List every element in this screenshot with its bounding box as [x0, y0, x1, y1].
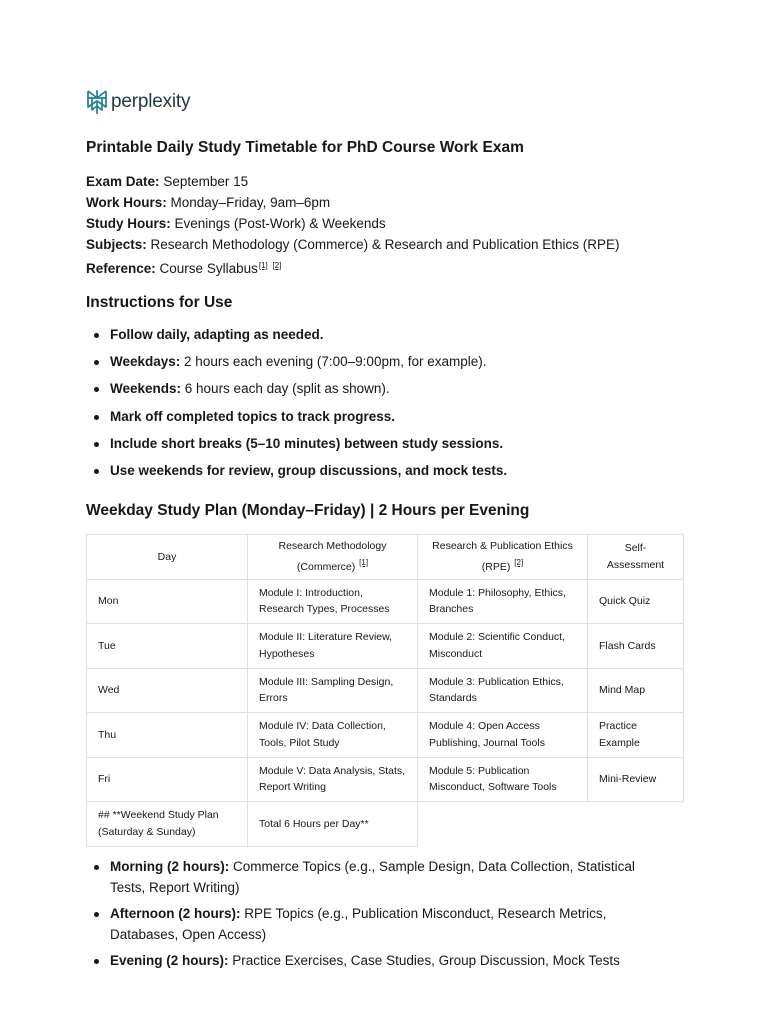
citation-link[interactable]: [1] [258, 261, 268, 270]
table-row [87, 713, 684, 758]
list-item [86, 407, 507, 434]
weekend-plan-list [86, 857, 666, 978]
cell-day: Wed [87, 668, 248, 713]
table-header-row [87, 535, 684, 580]
header-text: Self-Assessment [606, 542, 665, 571]
cell-weekend-total: Total 6 Hours per Day** [248, 802, 418, 847]
item-text: Practice Exercises, Case Studies, Group Discussion, Mock Tests [228, 953, 620, 968]
header-text: Research Methodology (Commerce) [278, 540, 387, 573]
instructions-list [86, 325, 507, 488]
cell-day: Thu [87, 713, 248, 758]
meta-label: Work Hours: [86, 195, 167, 210]
meta-exam-date [86, 171, 619, 192]
header-self-assessment [588, 535, 684, 580]
meta-value: Research Methodology (Commerce) & Research and Publication Ethics (RPE) [150, 237, 620, 252]
meta-value: Evenings (Post-Work) & Weekends [174, 216, 386, 231]
header-text: Day [157, 550, 177, 563]
list-item [86, 461, 507, 488]
list-item [86, 857, 666, 898]
meta-study-hours [86, 213, 619, 234]
cell-methodology: Module IV: Data Collection, Tools, Pilot Study [248, 713, 418, 758]
citation-link[interactable]: [2] [272, 261, 282, 270]
cell-weekend-heading: ## **Weekend Study Plan (Saturday & Sunday) [87, 802, 248, 847]
item-bold: Evening (2 hours): [110, 953, 229, 968]
table-row [87, 757, 684, 802]
list-item [86, 951, 666, 972]
cell-methodology: Module I: Introduction, Research Types, Processes [248, 579, 418, 624]
header-text: Research & Publication Ethics (RPE) [432, 540, 573, 573]
cell-assessment: Practice Example [588, 713, 684, 758]
item-bold: Weekdays: [110, 354, 181, 370]
cell-methodology: Module II: Literature Review, Hypotheses [248, 624, 418, 669]
header-day [87, 535, 248, 580]
item-bold: Weekends: [110, 381, 182, 397]
item-bold: Mark off completed topics to track progress. [110, 408, 396, 424]
item-text: Commerce Topics (e.g., Sample Design, Data Collection, Statistical Tests, Report Writing) [110, 859, 635, 895]
list-item [86, 379, 507, 406]
list-item [86, 904, 666, 945]
brand-name: perplexity [111, 91, 191, 112]
list-item [86, 325, 507, 352]
weekday-plan-table [86, 534, 684, 847]
citation-link[interactable]: [1] [359, 557, 369, 567]
exam-meta [86, 171, 619, 279]
header-rpe [418, 535, 588, 580]
item-bold: Use weekends for review, group discussions, and mock tests. [110, 462, 508, 478]
cell-day: Mon [87, 579, 248, 624]
instructions-heading: Instructions for Use [86, 294, 233, 311]
meta-value: Monday–Friday, 9am–6pm [170, 195, 331, 210]
header-research-methodology [248, 535, 418, 580]
table-row [87, 668, 684, 713]
meta-label: Exam Date: [86, 174, 160, 189]
list-item [86, 434, 507, 461]
meta-value: Course Syllabus [159, 261, 258, 276]
perplexity-icon [86, 89, 108, 115]
item-text: 6 hours each day (split as shown). [181, 381, 390, 397]
table-row [87, 624, 684, 669]
item-text: 2 hours each evening (7:00–9:00pm, for example). [180, 354, 487, 370]
item-bold: Follow daily, adapting as needed. [110, 327, 324, 342]
cell-rpe: Module 3: Publication Ethics, Standards [418, 668, 588, 713]
cell-day: Fri [87, 757, 248, 802]
document-title: Printable Daily Study Timetable for PhD Course Work Exam [86, 139, 524, 156]
cell-assessment: Quick Quiz [588, 579, 684, 624]
meta-value: September 15 [163, 174, 249, 189]
cell-day: Tue [87, 624, 248, 669]
cell-rpe: Module 5: Publication Misconduct, Software Tools [418, 757, 588, 802]
table-row [87, 802, 684, 847]
weekday-plan-heading: Weekday Study Plan (Monday–Friday) | 2 Hours per Evening [86, 502, 530, 519]
table-row [87, 579, 684, 624]
cell-rpe: Module 2: Scientific Conduct, Misconduct [418, 624, 588, 669]
item-bold: Include short breaks (5–10 minutes) between study sessions. [110, 435, 504, 451]
empty-cell [588, 802, 684, 847]
meta-reference [86, 255, 619, 279]
perplexity-logo [86, 89, 190, 115]
meta-subjects [86, 234, 619, 255]
meta-label: Study Hours: [86, 216, 171, 231]
empty-cell [418, 802, 588, 847]
item-bold: Afternoon (2 hours): [110, 906, 241, 921]
meta-label: Reference: [86, 261, 156, 276]
meta-work-hours [86, 192, 619, 213]
cell-assessment: Mini-Review [588, 757, 684, 802]
item-bold: Morning (2 hours): [110, 859, 230, 874]
cell-assessment: Flash Cards [588, 624, 684, 669]
cell-rpe: Module 1: Philosophy, Ethics, Branches [418, 579, 588, 624]
cell-methodology: Module V: Data Analysis, Stats, Report Writing [248, 757, 418, 802]
item-text: RPE Topics (e.g., Publication Misconduct, Research Metrics, Databases, Open Access) [110, 906, 607, 942]
meta-label: Subjects: [86, 237, 147, 252]
cell-assessment: Mind Map [588, 668, 684, 713]
list-item [86, 352, 507, 379]
citation-link[interactable]: [2] [514, 557, 524, 567]
cell-methodology: Module III: Sampling Design, Errors [248, 668, 418, 713]
cell-rpe: Module 4: Open Access Publishing, Journal Tools [418, 713, 588, 758]
